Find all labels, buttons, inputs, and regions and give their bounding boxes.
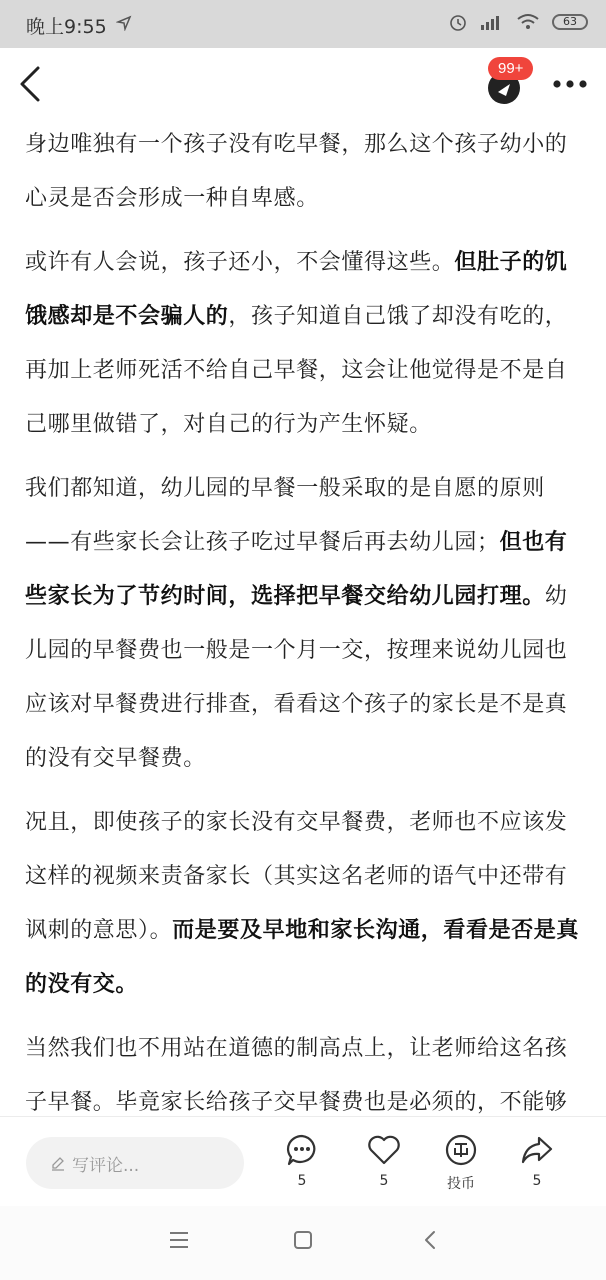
article-body [25,118,587,1116]
text-segment: 况且，即使孩子的家长没有交早餐费，老师也不应该发这样的视频来责备家长（其实这名老师的语气中还带有讽刺的意思）。 [25,810,568,943]
article-paragraph [25,462,587,786]
comment-count: 5 [297,1173,307,1189]
text-segment: 当然我们也不用站在道德的制高点上，让老师给这名孩子早餐。毕竟家长给孩子交早餐费也是必须的，不能够 [25,1036,568,1115]
comment-input[interactable] [26,1137,244,1189]
bottom-toolbar [0,1116,606,1207]
status-time: 晚上9:55 [26,16,107,38]
wifi-icon [516,13,540,31]
bold-text: 但也有些家长为了节约时间，选择把早餐交给幼儿园打理。 [25,530,568,609]
article-paragraph [25,796,587,1012]
back-icon[interactable] [420,1228,442,1252]
comment-bubble-icon [285,1133,319,1167]
article-paragraph [25,118,587,226]
comment-placeholder: 写评论... [72,1155,140,1176]
coin-button[interactable] [431,1133,491,1193]
like-count: 5 [379,1173,389,1189]
notification-badge: 99+ [488,57,533,80]
home-icon[interactable] [292,1228,314,1252]
battery-icon: 63 [552,14,588,30]
coin-label: 投币 [447,1176,475,1192]
like-button[interactable] [354,1133,414,1189]
comment-button[interactable] [272,1133,332,1189]
signal-icon [480,13,504,31]
alarm-icon [448,12,468,32]
back-arrow-icon[interactable] [14,64,50,104]
text-segment: ，孩子知道自己饿了却没有吃的，再加上老师死活不给自己早餐，这会让他觉得是不是自己哪里做错了，对自己的行为产生怀疑。 [25,304,568,437]
heart-icon [366,1133,402,1167]
more-icon[interactable] [550,72,590,96]
top-nav [0,48,606,118]
coin-icon [444,1133,478,1167]
text-segment: 或许有人会说，孩子还小，不会懂得这些。 [25,250,455,275]
share-button[interactable] [507,1133,567,1189]
share-count: 5 [532,1173,542,1189]
pen-icon [50,1155,66,1171]
location-arrow-icon [116,15,132,31]
text-segment: 我们都知道，幼儿园的早餐一般采取的是自愿的原则——有些家长会让孩子吃过早餐后再去幼儿园； [25,476,545,555]
text-segment: 幼儿园的早餐费也一般是一个月一交，按理来说幼儿园也应该对早餐费进行排查，看看这个孩子的家长是不是真的没有交早餐费。 [25,584,568,771]
status-bar [0,0,606,48]
bold-text: 但肚子的饥饿感却是不会骗人的 [25,250,568,329]
menu-icon[interactable] [168,1228,190,1252]
article-paragraph [25,1022,587,1116]
text-segment: 身边唯独有一个孩子没有吃早餐，那么这个孩子幼小的心灵是否会形成一种自卑感。 [25,132,568,211]
bold-text: 而是要及早地和家长沟通，看看是否是真的没有交。 [25,918,580,997]
article-paragraph [25,236,587,452]
share-icon [520,1133,554,1167]
status-icons [448,12,588,32]
system-navigation-bar [0,1206,606,1280]
